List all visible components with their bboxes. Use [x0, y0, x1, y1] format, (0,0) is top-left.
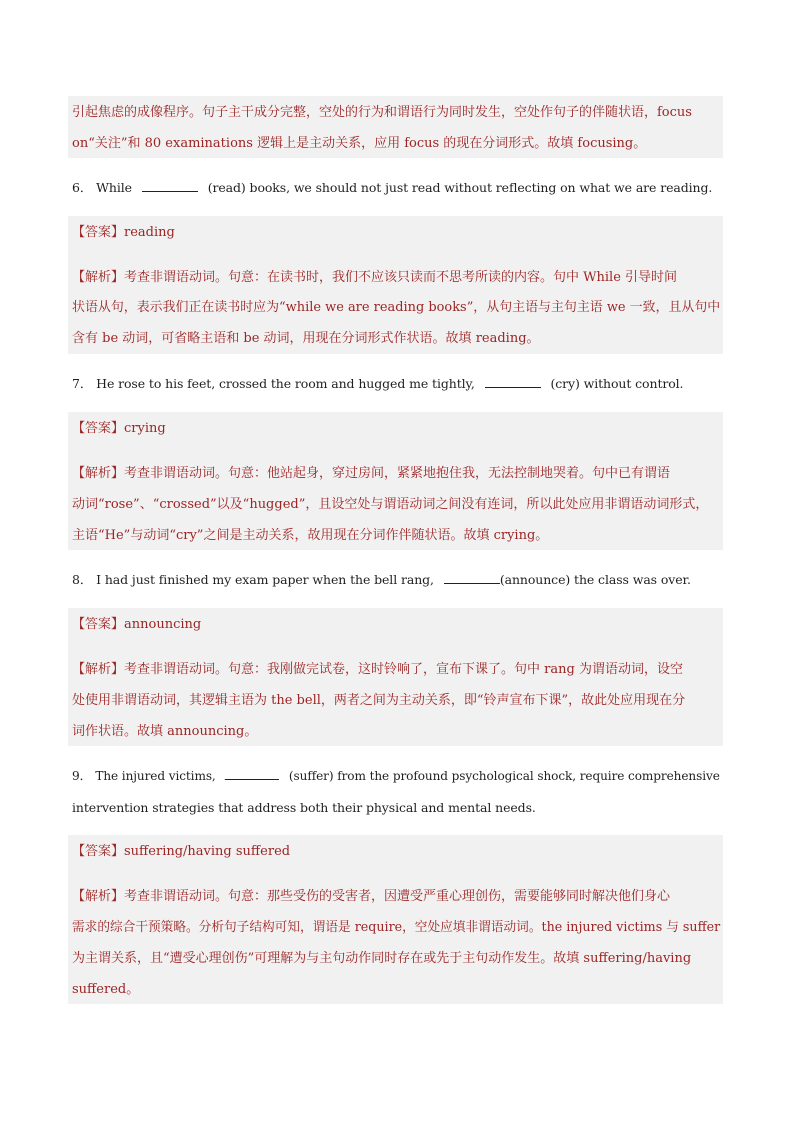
analysis-9-line-3: 为主谓关系，且“遭受心理创伤”可理解为与主句动作同时存在或先于主句动作发生。故填 suffering/having [72, 951, 692, 966]
analysis-tag: 【解析】 [72, 270, 125, 285]
question-text-part: (cry) without control. [550, 376, 684, 391]
analysis-8-line-3: 词作状语。故填 announcing。 [72, 724, 258, 739]
analysis-9-line-2: 需求的综合干预策略。分析句子结构可知，谓语是 require，空处应填非谓语动词。the injured victims 与 suffer [72, 920, 721, 935]
answer-9 [72, 843, 290, 861]
analysis-7-line-1 [72, 465, 670, 483]
question-text-part: (announce) the class was over. [499, 572, 691, 587]
question-text-part: The injured victims, [95, 768, 216, 783]
answer-blank [142, 179, 198, 192]
question-number: 9． [72, 768, 92, 783]
carry-over-line-2: on“关注”和 80 examinations 逻辑上是主动关系，应用 focus 的现在分词形式。故填 focusing。 [72, 136, 647, 151]
answer-tag: 【答案】 [72, 844, 125, 859]
answer-value: suffering/having suffered [124, 844, 291, 859]
question-8 [72, 571, 691, 589]
question-number: 6． [72, 180, 93, 195]
question-number: 7． [72, 376, 93, 391]
answer-value: reading [124, 225, 175, 240]
carry-over-line-1: 引起焦虑的成像程序。句子主干成分完整，空处的行为和谓语行为同时发生，空处作句子的伴随状语，focus [72, 105, 692, 120]
answer-6 [72, 224, 175, 242]
analysis-7-line-3: 主语“He”与动词“cry”之间是主动关系，故用现在分词作伴随状语。故填 crying。 [72, 528, 549, 543]
answer-7 [72, 420, 166, 438]
answer-tag: 【答案】 [72, 225, 125, 240]
analysis-9-line-1 [72, 888, 670, 906]
analysis-8-line-1 [72, 661, 683, 679]
analysis-7-line-2: 动词“rose”、“crossed”以及“hugged”，且设空处与谓语动词之间没有连词，所以此处应用非谓语动词形式， [72, 497, 709, 512]
answer-tag: 【答案】 [72, 617, 125, 632]
question-9 [72, 767, 720, 785]
analysis-6-line-2: 状语从句，表示我们正在读书时应为“while we are reading books”，从句主语与主句主语 we 一致，且从句中 [72, 300, 721, 315]
question-6 [72, 179, 712, 197]
answer-blank [225, 767, 279, 780]
analysis-6-line-1 [72, 269, 677, 287]
question-9-line-2: intervention strategies that address both their physical and mental needs. [72, 800, 536, 815]
analysis-tag: 【解析】 [72, 466, 125, 481]
analysis-tag: 【解析】 [72, 889, 125, 904]
analysis-6-line-3: 含有 be 动词，可省略主语和 be 动词，用现在分词形式作状语。故填 reading。 [72, 331, 540, 346]
answer-8 [72, 616, 201, 634]
analysis-9-line-4: suffered。 [72, 982, 140, 997]
question-text-part: I had just finished my exam paper when the bell rang, [96, 572, 434, 587]
answer-value: crying [124, 421, 166, 436]
question-text-part: He rose to his feet, crossed the room and hugged me tightly, [96, 376, 475, 391]
question-number: 8． [72, 572, 93, 587]
question-text-part: While [96, 180, 132, 195]
analysis-text: 考查非谓语动词。句意：他站起身，穿过房间，紧紧地抱住我，无法控制地哭着。句中已有谓语 [124, 466, 671, 481]
analysis-text: 考查非谓语动词。句意：我刚做完试卷，这时铃响了，宣布下课了。句中 rang 为谓语动词，设空 [124, 662, 683, 677]
question-text-part: (suffer) from the profound psychological shock, require comprehensive [288, 768, 720, 783]
question-text-part: (read) books, we should not just read without reflecting on what we are reading. [207, 180, 713, 195]
answer-tag: 【答案】 [72, 421, 125, 436]
analysis-text: 考查非谓语动词。句意：那些受伤的受害者，因遭受严重心理创伤，需要能够同时解决他们身心 [124, 889, 671, 904]
analysis-8-line-2: 处使用非谓语动词，其逻辑主语为 the bell，两者之间为主动关系，即“铃声宣布下课”，故此处应用现在分 [72, 693, 686, 708]
analysis-text: 考查非谓语动词。句意：在读书时，我们不应该只读而不思考所读的内容。句中 While 引导时间 [124, 270, 678, 285]
question-7 [72, 375, 683, 393]
analysis-tag: 【解析】 [72, 662, 125, 677]
answer-value: announcing [124, 617, 202, 632]
answer-blank [444, 571, 500, 584]
answer-blank [485, 375, 541, 388]
